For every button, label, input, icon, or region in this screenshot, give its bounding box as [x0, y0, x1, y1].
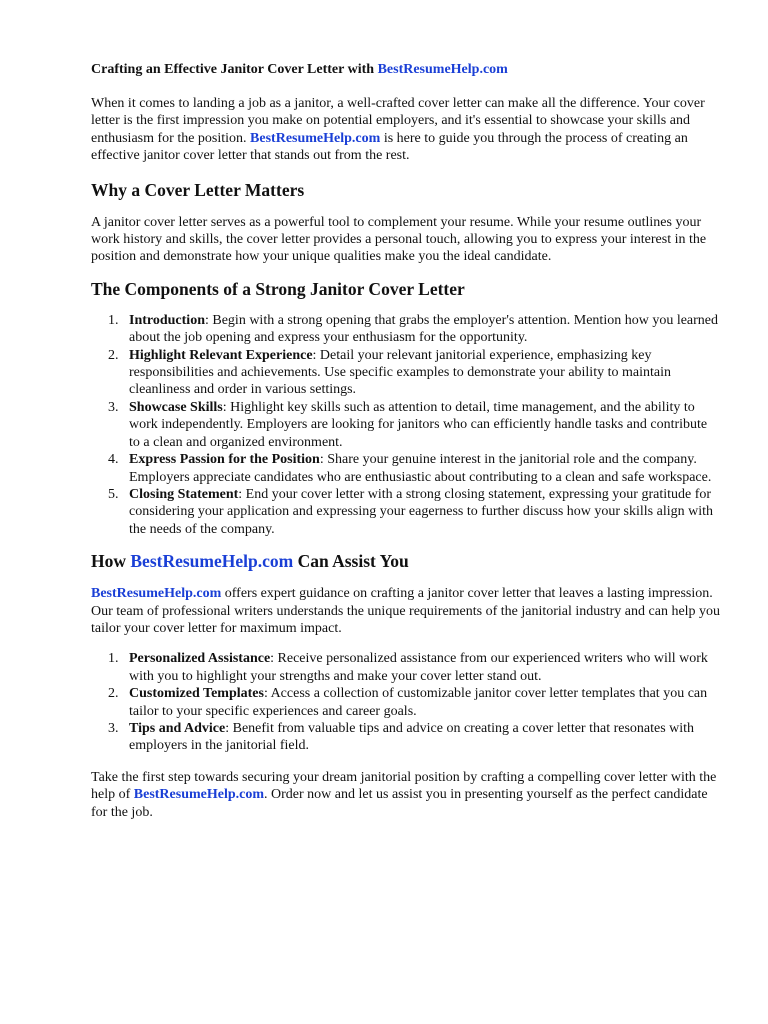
site-link-title[interactable]: BestResumeHelp.com — [377, 62, 508, 77]
list-text: : Receive personalized assistance from our experienced writers who will work with you to highlight your strengths and make your cover letter stand out. — [129, 651, 708, 684]
list-text: : Detail your relevant janitorial experience, emphasizing key responsibilities and achievements. Use specific examples to demonstrate your ability to maintain cleanliness and order in various settings. — [129, 347, 671, 398]
why-heading: Why a Cover Letter Matters — [91, 179, 305, 200]
list-item — [91, 486, 721, 538]
list-number: 2. — [108, 347, 119, 363]
list-term: Tips and Advice — [129, 720, 226, 736]
how-paragraph — [91, 585, 721, 637]
how-heading-before: How — [91, 551, 126, 572]
how-text: offers expert guidance on crafting a janitor cover letter that leaves a lasting impression. Our team of professional writers understands the unique requirements of the janitorial industry and can help you tailor your cover letter for maximum impact. — [91, 586, 721, 636]
list-item — [91, 347, 721, 399]
site-link-closing[interactable]: BestResumeHelp.com — [133, 787, 265, 803]
site-link-how[interactable]: BestResumeHelp.com — [91, 586, 222, 602]
intro-paragraph — [91, 95, 721, 165]
list-term: Personalized Assistance — [129, 651, 271, 667]
how-heading-after: Can Assist You — [297, 551, 409, 572]
list-term: Express Passion for the Position — [129, 452, 320, 468]
components-heading: The Components of a Strong Janitor Cover Letter — [91, 278, 465, 299]
list-number: 1. — [108, 312, 119, 328]
closing-text-before: Take the first step towards securing your dream janitorial position by crafting a compelling cover letter with the help of — [91, 769, 717, 803]
list-item — [91, 685, 721, 720]
list-text: : Access a collection of customizable janitor cover letter templates that you can tailor to your specific experiences and career goals. — [129, 686, 708, 719]
document-page — [91, 60, 721, 821]
site-link-heading[interactable]: BestResumeHelp.com — [130, 551, 294, 572]
list-number: 2. — [108, 686, 119, 702]
assist-list — [91, 650, 721, 754]
components-list — [91, 312, 721, 538]
list-number: 1. — [108, 651, 119, 667]
list-text: : Begin with a strong opening that grabs the employer's attention. Mention how you learned about the job opening and express your enthusiasm for the opportunity. — [129, 312, 719, 346]
intro-text-after: is here to guide you through the process of creating an effective janitor cover letter that stands out from the rest. — [91, 130, 688, 164]
list-text: : Benefit from valuable tips and advice on creating a cover letter that resonates with employers in the janitorial field. — [129, 720, 695, 754]
list-item — [91, 451, 721, 486]
closing-paragraph — [91, 769, 721, 821]
title-text: Crafting an Effective Janitor Cover Letter with — [91, 62, 375, 77]
list-number: 3. — [108, 399, 119, 415]
list-item — [91, 312, 721, 347]
list-term: Closing Statement — [129, 486, 239, 502]
list-item — [91, 720, 721, 755]
list-number: 4. — [108, 452, 119, 468]
list-item — [91, 650, 721, 685]
how-heading — [91, 550, 721, 572]
list-text: : Highlight key skills such as attention to detail, time management, and the ability to work independently. Employers are looking for janitors who can efficiently handle tasks and contribute to a clean and organized environment. — [129, 399, 708, 450]
list-text: : End your cover letter with a strong closing statement, expressing your gratitude for considering your application and expressing your eagerness to further discuss how your skills align with the needs of the company. — [129, 486, 713, 537]
why-paragraph: A janitor cover letter serves as a powerful tool to complement your resume. While your resume outlines your work history and skills, the cover letter provides a personal touch, allowing you to express your interest in the position and demonstrate how your unique qualities make you the ideal candidate. — [91, 214, 707, 265]
site-link-intro[interactable]: BestResumeHelp.com — [250, 130, 381, 146]
list-number: 5. — [108, 486, 119, 502]
list-number: 3. — [108, 720, 119, 736]
closing-text-after: . Order now and let us assist you in presenting yourself as the perfect candidate for the job. — [91, 787, 708, 820]
list-text: : Share your genuine interest in the janitorial role and the company. Employers appreciate candidates who are enthusiastic about contributing to a clean and safe workspace. — [129, 452, 712, 485]
list-term: Showcase Skills — [129, 399, 223, 415]
list-item — [91, 399, 721, 451]
list-term: Customized Templates — [129, 686, 264, 702]
intro-text-before: When it comes to landing a job as a janitor, a well-crafted cover letter can make all the difference. Your cover letter is the first impression you make on potential employers, and it's essential to showcase your skills and enthusiasm for the position. — [91, 96, 705, 146]
document-title — [91, 60, 721, 80]
list-term: Introduction — [129, 312, 205, 328]
list-term: Highlight Relevant Experience — [129, 347, 313, 363]
